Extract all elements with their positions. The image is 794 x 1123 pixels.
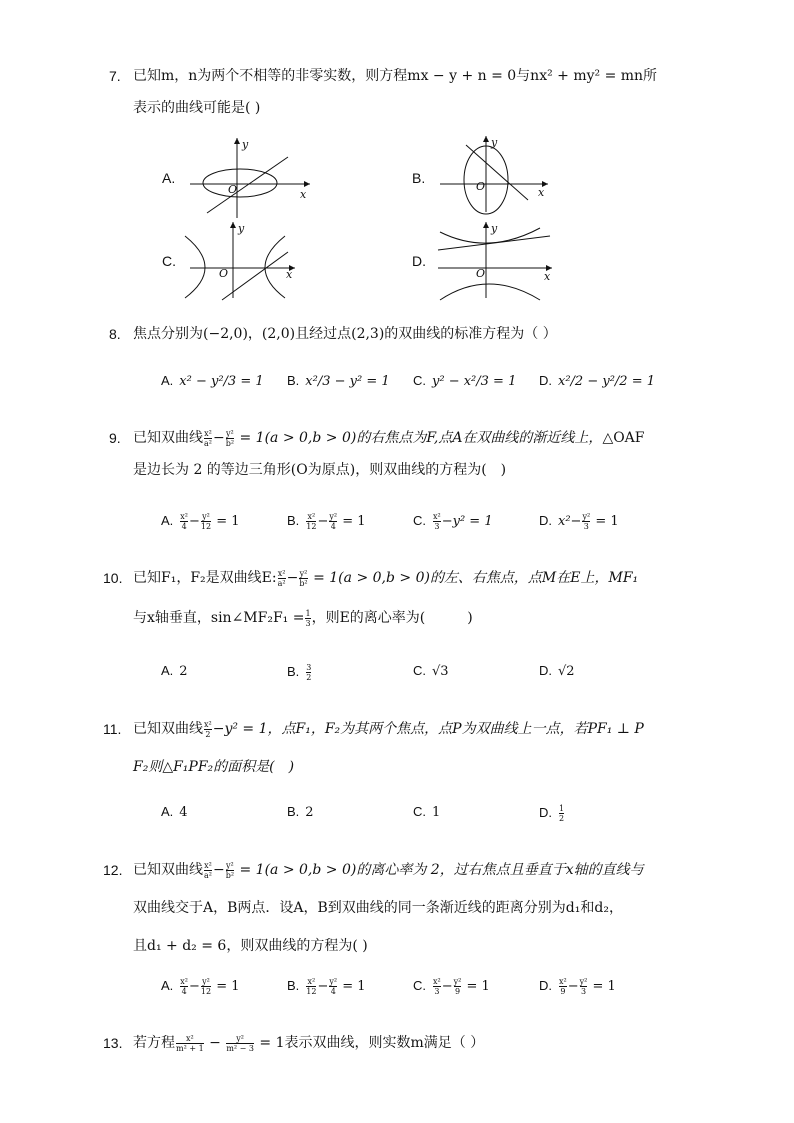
question-number: 13.: [103, 1035, 123, 1051]
svg-text:O: O: [219, 267, 229, 280]
options-q9: [161, 512, 681, 536]
question-text-line: F₂则△F₁PF₂的面积是( ): [133, 759, 295, 775]
question-9: [109, 422, 673, 486]
question-number: 9.: [109, 430, 121, 446]
option-c[interactable]: C. $\frac{\text{x²}}{3}$ −y² = 1: [413, 512, 493, 531]
figure-label: A.: [162, 170, 176, 186]
option-a[interactable]: A. 4: [161, 804, 188, 820]
question-number: 7.: [109, 68, 121, 84]
option-d[interactable]: D. $\frac{\text{x²}}{9}$ − $\frac{\text{y²}}{3}$ = 1: [539, 977, 616, 996]
option-a[interactable]: A. $\frac{\text{x²}}{4}$ − $\frac{\text{y²}}{12}$ = 1: [161, 977, 240, 996]
option-b[interactable]: B. $\frac{\text{x²}}{12}$ − $\frac{\text{y²}}{4}$ = 1: [287, 977, 366, 996]
options-q8: [161, 373, 681, 397]
figure-label: B.: [412, 170, 426, 186]
question-8: [109, 318, 673, 350]
option-c[interactable]: C. 1: [413, 804, 441, 820]
question-text-line: 已知双曲线 $\frac{\text{x²}}{\text{a²}}$ − $\frac{\text{y²}}{\text{b²}}$ = 1(a > 0,b > 0)的离心率为 2，过右焦点且垂直于x轴的直线与: [133, 860, 644, 880]
svg-text:y: y: [491, 136, 498, 149]
option-a[interactable]: A. x² − y²/3 = 1: [161, 373, 264, 389]
question-text-line: 是边长为 2 的等边三角形(O为原点)，则双曲线的方程为( ): [133, 462, 507, 478]
options-q10: [161, 663, 681, 687]
svg-text:O: O: [476, 180, 486, 193]
question-number: 12.: [103, 862, 123, 878]
options-q11: [161, 804, 681, 828]
question-text-line: 已知m，n为两个不相等的非零实数，则方程mx − y + n = 0与nx² + my² = mn所: [133, 68, 658, 84]
question-text-line: 表示的曲线可能是( ): [133, 100, 261, 116]
options-q12: [161, 977, 681, 1001]
svg-text:O: O: [476, 267, 486, 280]
option-b[interactable]: B. $\frac{\text{x²}}{12}$ − $\frac{\text{y²}}{4}$ = 1: [287, 512, 366, 531]
figure-c: [162, 222, 295, 300]
option-d[interactable]: D. √2: [539, 663, 575, 679]
figure-b: [412, 136, 548, 214]
figure-label: C.: [162, 253, 176, 269]
option-d[interactable]: D. x²/2 − y²/2 = 1: [539, 373, 655, 389]
question-number: 11.: [103, 721, 122, 737]
figures-q7: [0, 128, 794, 308]
svg-text:x: x: [544, 270, 551, 283]
option-d[interactable]: D. x²− $\frac{\text{y²}}{3}$ = 1: [539, 512, 619, 531]
option-b[interactable]: B. x²/3 − y² = 1: [287, 373, 390, 389]
question-7: [109, 60, 673, 124]
figure-d: [412, 222, 552, 300]
question-text-line: 已知F₁，F₂是双曲线E: $\frac{\text{x²}}{\text{a²}}$ − $\frac{\text{y²}}{\text{b²}}$ = 1(a > 0,b > 0)的左、右焦点，点M在E上，MF₁: [133, 568, 639, 588]
svg-text:x: x: [538, 186, 545, 199]
svg-text:O: O: [228, 183, 238, 196]
question-text-line: 若方程 $\frac{\text{x²}}{\text{m² + 1}}$ − $\frac{\text{y²}}{\text{m² − 3}}$ = 1表示双曲线，则实数m满足（ ）: [133, 1033, 485, 1053]
question-12: [103, 854, 673, 962]
question-text-line: 焦点分别为(−2,0)，(2,0)且经过点(2,3)的双曲线的标准方程为（ ）: [133, 326, 557, 342]
question-text-line: 已知双曲线 $\frac{\text{x²}}{\text{a²}}$ − $\frac{\text{y²}}{\text{b²}}$ = 1(a > 0,b > 0)的右焦点为F,点A在双曲线的渐近线上，△OAF: [133, 428, 645, 448]
svg-text:y: y: [238, 222, 245, 235]
option-b[interactable]: B. $\frac{3}{2}$: [287, 663, 312, 682]
question-text-line: 已知双曲线 $\frac{\text{x²}}{2}$ −y² = 1，点F₁，F₂为其两个焦点，点P为双曲线上一点，若PF₁ ⊥ P: [133, 719, 644, 739]
option-a[interactable]: A. $\frac{\text{x²}}{4}$ − $\frac{\text{y²}}{12}$ = 1: [161, 512, 240, 531]
question-10: [103, 562, 673, 634]
svg-text:y: y: [491, 222, 498, 235]
option-a[interactable]: A. 2: [161, 663, 188, 679]
option-c[interactable]: C. $\frac{\text{x²}}{3}$ − $\frac{\text{y²}}{9}$ = 1: [413, 977, 490, 996]
option-b[interactable]: B. 2: [287, 804, 314, 820]
question-text-line: 与x轴垂直，sin∠MF₂F₁ = $\frac{1}{3}$ ，则E的离心率为( ): [133, 608, 473, 628]
question-number: 8.: [109, 326, 121, 342]
question-text-line: 双曲线交于A，B两点．设A，B到双曲线的同一条渐近线的距离分别为d₁和d₂，: [133, 900, 623, 916]
question-11: [103, 713, 673, 783]
question-text-line: 且d₁ + d₂ = 6，则双曲线的方程为( ): [133, 938, 368, 954]
svg-text:x: x: [286, 268, 293, 281]
option-c[interactable]: C. y² − x²/3 = 1: [413, 373, 517, 389]
svg-text:x: x: [300, 188, 307, 201]
figure-label: D.: [412, 253, 426, 269]
svg-text:y: y: [242, 138, 249, 151]
option-d[interactable]: D. $\frac{1}{2}$: [539, 804, 565, 823]
question-number: 10.: [103, 570, 123, 586]
figure-a: [162, 138, 310, 218]
option-c[interactable]: C. √3: [413, 663, 449, 679]
question-13: [103, 1027, 673, 1059]
